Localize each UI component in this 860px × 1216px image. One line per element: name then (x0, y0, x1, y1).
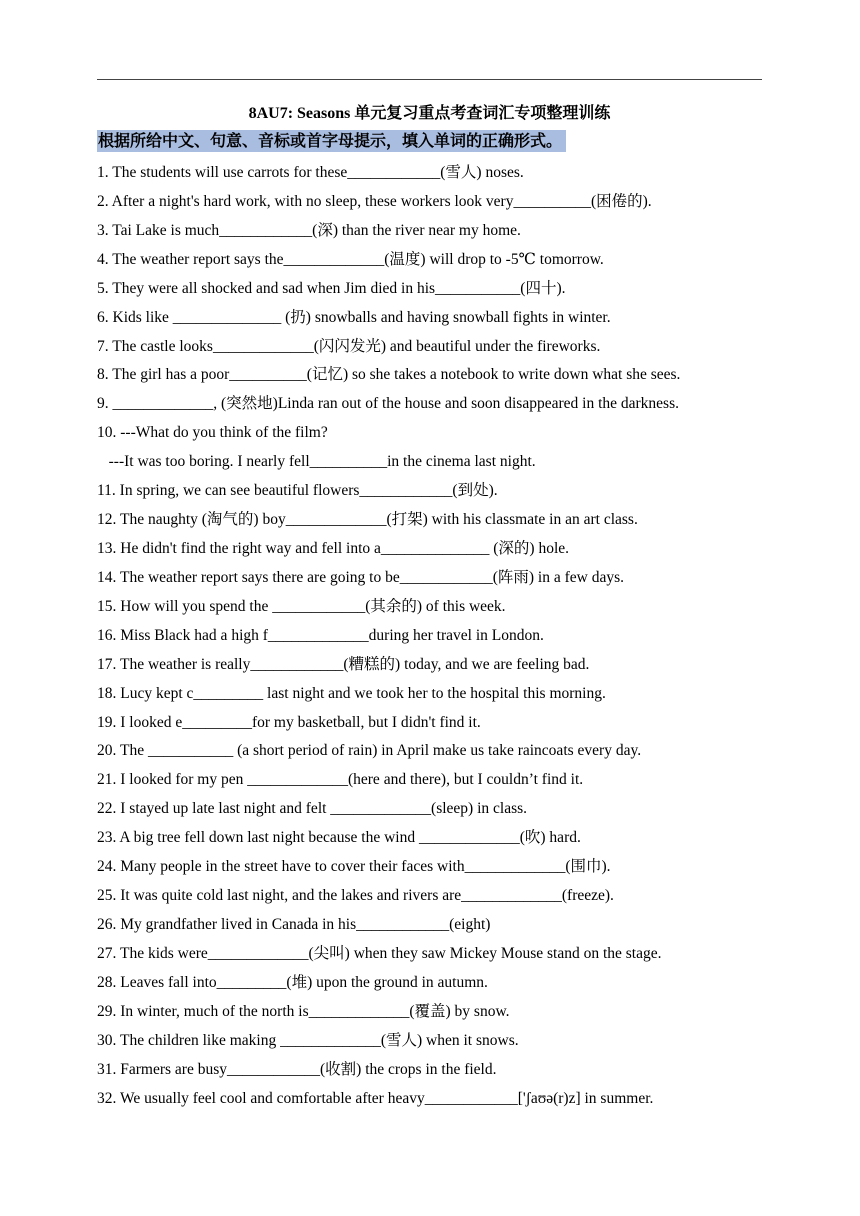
question-7: 7. The castle looks_____________(闪闪发光) and beautiful under the fireworks. (97, 337, 601, 355)
question-20: 20. The ___________ (a short period of rain) in April make us take raincoats every day. (97, 742, 642, 760)
question-list (97, 159, 797, 1113)
question-28: 28. Leaves fall into_________(堆) upon the ground in autumn. (97, 973, 488, 991)
question-8: 8. The girl has a poor__________(记忆) so she takes a notebook to write down what she sees. (97, 366, 681, 384)
question-17: 17. The weather is really____________(糟糕的) today, and we are feeling bad. (97, 655, 590, 673)
question-14: 14. The weather report says there are going to be____________(阵雨) in a few days. (97, 568, 624, 586)
question-26: 26. My grandfather lived in Canada in his____________(eight) (97, 915, 491, 933)
question-21: 21. I looked for my pen _____________(here and there), but I couldn’t find it. (97, 771, 584, 789)
question-31: 31. Farmers are busy____________(收割) the crops in the field. (97, 1060, 497, 1078)
question-1: 1. The students will use carrots for these____________(雪人) noses. (97, 164, 524, 181)
question-30: 30. The children like making _____________(雪人) when it snows. (97, 1031, 519, 1049)
question-16: 16. Miss Black had a high f_____________during her travel in London. (97, 626, 544, 644)
header-rule (97, 79, 762, 80)
question-19: 19. I looked e_________for my basketball, but I didn't find it. (97, 713, 481, 731)
question-10-answer: ---It was too boring. I nearly fell__________in the cinema last night. (97, 453, 536, 471)
question-3: 3. Tai Lake is much____________(深) than the river near my home. (97, 221, 521, 239)
question-13: 13. He didn't find the right way and fell into a______________ (深的) hole. (97, 539, 570, 557)
question-6: 6. Kids like ______________ (扔) snowballs and having snowball fights in winter. (97, 308, 611, 326)
question-24: 24. Many people in the street have to cover their faces with_____________(围巾). (97, 858, 611, 876)
question-25: 25. It was quite cold last night, and the lakes and rivers are_____________(freeze). (97, 887, 614, 905)
question-12: 12. The naughty (淘气的) boy_____________(打架) with his classmate in an art class. (97, 511, 638, 529)
question-10: 10. ---What do you think of the film? (97, 424, 328, 442)
question-5: 5. They were all shocked and sad when Jim died in his___________(四十). (97, 279, 566, 297)
question-11: 11. In spring, we can see beautiful flowers____________(到处). (97, 482, 498, 500)
question-22: 22. I stayed up late last night and felt _____________(sleep) in class. (97, 800, 528, 818)
question-29: 29. In winter, much of the north is_____________(覆盖) by snow. (97, 1002, 510, 1020)
question-32: 32. We usually feel cool and comfortable after heavy____________['ʃaʊə(r)z] in summer. (97, 1089, 654, 1107)
page-title: 8AU7: Seasons 单元复习重点考查词汇专项整理训练 (248, 105, 611, 122)
question-23: 23. A big tree fell down last night because the wind _____________(吹) hard. (97, 829, 581, 847)
question-15: 15. How will you spend the ____________(其余的) of this week. (97, 597, 506, 615)
instruction-text: 根据所给中文、句意、音标或首字母提示，填入单词的正确形式。 (97, 130, 566, 152)
question-2: 2. After a night's hard work, with no sleep, these workers look very__________(困倦的). (97, 192, 652, 210)
question-9: 9. _____________, (突然地)Linda ran out of the house and soon disappeared in the darkness. (97, 395, 679, 413)
question-27: 27. The kids were_____________(尖叫) when they saw Mickey Mouse stand on the stage. (97, 944, 662, 962)
question-18: 18. Lucy kept c_________ last night and we took her to the hospital this morning. (97, 684, 606, 702)
question-4: 4. The weather report says the_____________(温度) will drop to -5℃ tomorrow. (97, 250, 604, 268)
